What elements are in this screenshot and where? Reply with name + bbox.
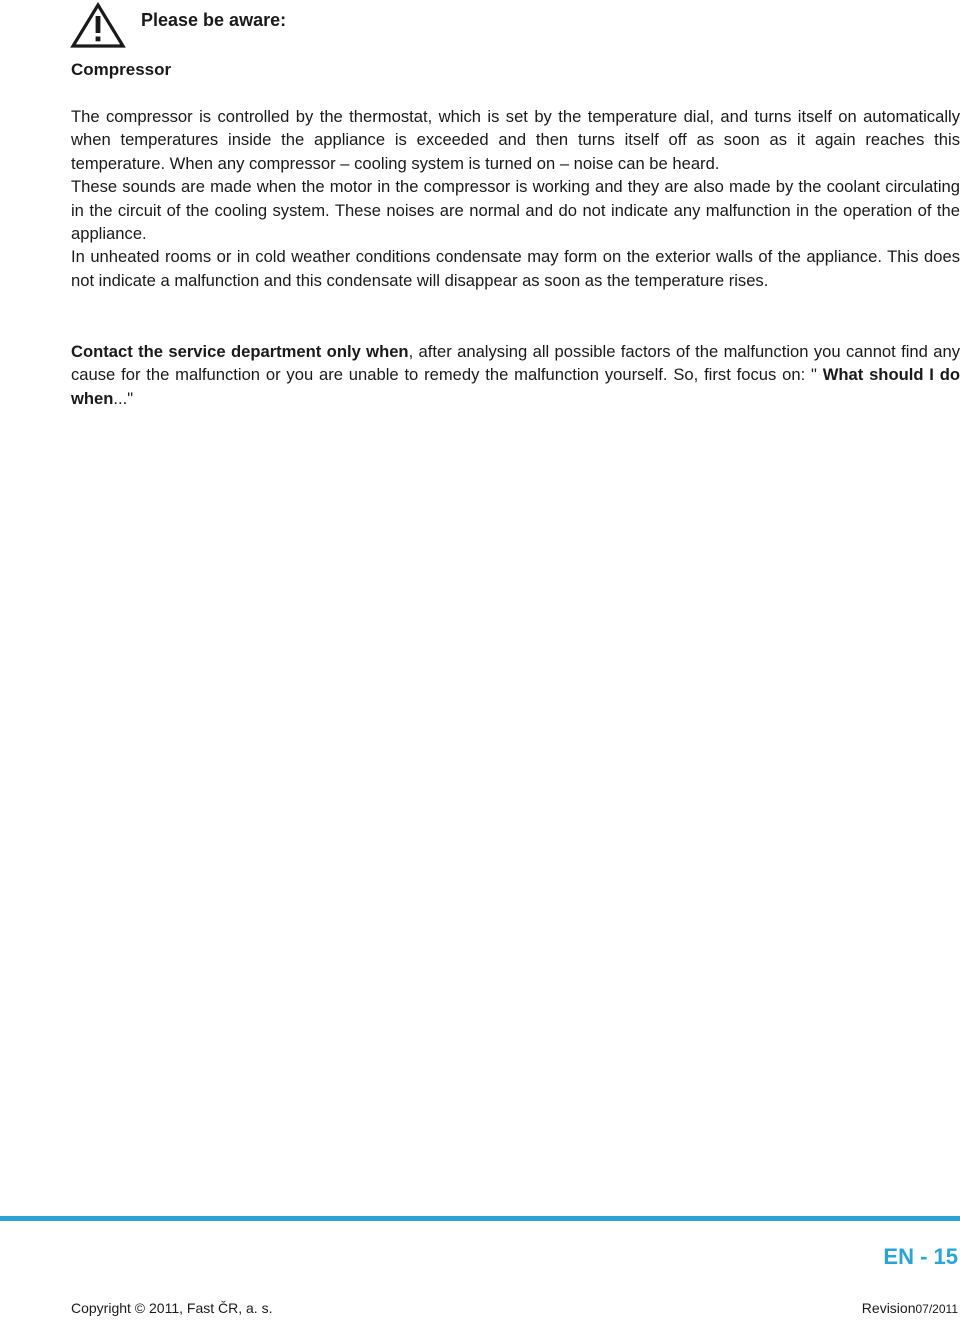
warning-notice [70, 2, 126, 48]
paragraph: In unheated rooms or in cold weather conditions condensate may form on the exterior walls of the appliance. This does not indicate a malfunction and this condensate will disappear as soon as the temperature rises. [71, 247, 960, 290]
paragraph: The compressor is controlled by the thermostat, which is set by the temperature dial, and turns itself on automatically when temperatures inside the appliance is exceeded and then turns itself off as soon as it again reaches this temperature. When any compressor – cooling system is turned on – noise can be heard. [71, 107, 960, 173]
revision-date: 07/2011 [915, 1302, 958, 1316]
paragraph: These sounds are made when the motor in the compressor is working and they are also made by the coolant circulating in the circuit of the cooling system. These noises are normal and do not indicate any malfunction in the operation of the appliance. [71, 177, 960, 244]
compressor-description [71, 105, 960, 292]
revision-label: Revision [861, 1300, 916, 1316]
contact-emphasis: What should I do when [71, 365, 960, 408]
contact-tail: ..." [113, 388, 134, 408]
contact-service-note [71, 340, 960, 410]
page-number: EN - 15 [883, 1244, 958, 1269]
copyright-text: Copyright © 2011, Fast ČR, a. s. [71, 1300, 273, 1316]
revision-info [862, 1300, 958, 1316]
notice-title: Please be aware: [141, 10, 287, 30]
contact-text: , after analysing all possible factors of the malfunction you cannot find any cause for the malfunction or you are unable to remedy the malfunction yourself. So, first focus on: " [71, 342, 960, 385]
paragraph [71, 340, 960, 410]
section-title: Compressor [71, 60, 172, 79]
warning-triangle-icon [70, 2, 126, 48]
contact-lead: Contact the service department only when [71, 342, 409, 361]
footer-divider [0, 1216, 960, 1221]
